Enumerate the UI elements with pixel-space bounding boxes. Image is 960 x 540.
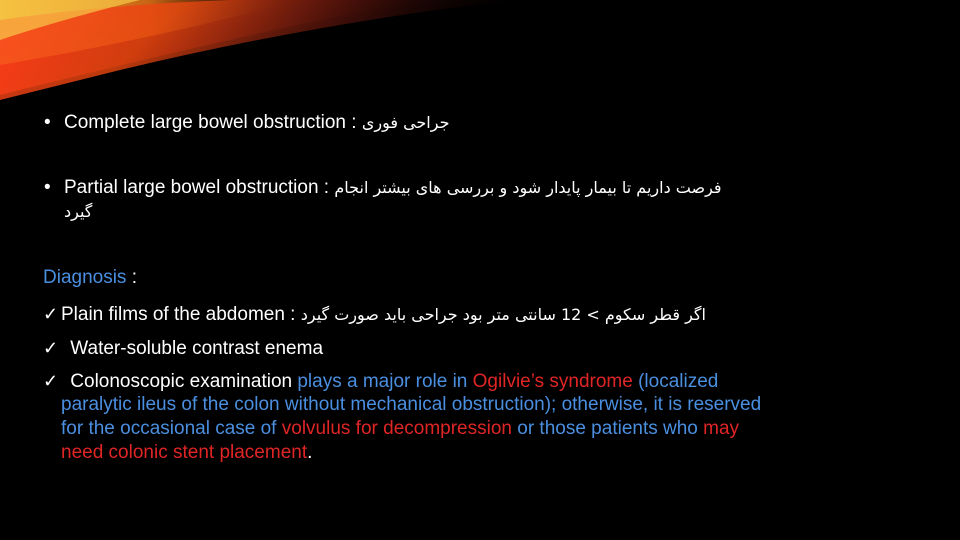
colonoscopy-line-4: [61, 441, 312, 465]
diagnosis-item-colonoscopy: [43, 369, 718, 394]
diagnosis-title: Diagnosis: [43, 267, 127, 288]
diagnosis-colon: :: [126, 267, 137, 288]
ogilvie-syndrome: Ogilvie’s syndrome: [472, 371, 633, 392]
colonoscopy-line-2: [61, 393, 761, 417]
bullet-label: Partial large bowel obstruction :: [64, 177, 335, 198]
diagnosis-heading: [43, 266, 137, 290]
diagnosis-item-plain-films: [43, 302, 706, 327]
decorative-header-shapes: [0, 0, 960, 110]
line3-text-d: may: [703, 418, 740, 439]
bullet-farsi: جراحی فوری: [361, 113, 450, 132]
localized-text: (localized: [632, 371, 719, 392]
diagnosis-item-contrast-enema: [43, 336, 323, 361]
stent-text: need colonic stent placement: [61, 442, 308, 463]
bullet-symbol: •: [44, 177, 51, 198]
line3-text-c: or those patients who: [511, 418, 704, 439]
colonoscopy-role: plays a major role in: [297, 371, 473, 392]
volvulus-text: volvulus for decompression: [281, 418, 512, 439]
bullet-symbol: •: [44, 112, 51, 133]
bullet-partial-obstruction: [44, 176, 722, 200]
colonoscopy-text: Colonoscopic examination: [65, 371, 298, 392]
colonoscopy-line-3: [61, 417, 739, 441]
bullet-complete-obstruction: [44, 111, 449, 135]
line3-text-a: for the occasional case of: [61, 418, 282, 439]
colonoscopy-line-2-text: paralytic ileus of the colon without mechanical obstruction); otherwise, it is reserved: [61, 394, 762, 415]
item-label: Plain films of the abdomen :: [61, 304, 301, 325]
period: .: [307, 442, 313, 463]
bullet-partial-continuation: [64, 200, 92, 224]
bullet-farsi-continuation: گیرد: [64, 202, 93, 221]
bullet-label: Complete large bowel obstruction :: [64, 112, 362, 133]
item-farsi: اگر قطر سکوم > 12 سانتی متر بود جراحی باید صورت گیرد: [300, 305, 706, 324]
bullet-farsi: فرصت داریم تا بیمار پایدار شود و بررسی های بیشتر انجام: [334, 178, 722, 197]
check-icon: ✓: [43, 338, 59, 358]
check-icon: ✓: [43, 304, 59, 324]
check-icon: ✓: [43, 371, 59, 391]
item-label: Water-soluble contrast enema: [65, 338, 324, 359]
